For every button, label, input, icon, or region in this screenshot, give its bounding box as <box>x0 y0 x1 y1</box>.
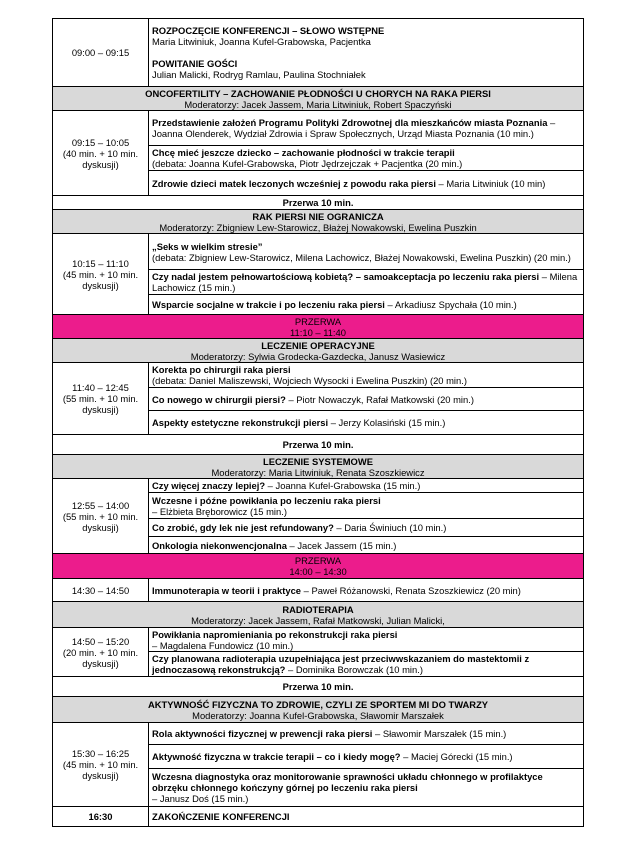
talk-title: Zdrowie dzieci matek leczonych wcześniej z powodu raka piersi <box>152 177 436 189</box>
talk-speakers: – Joanna Kufel-Grabowska (15 min.) <box>265 480 421 491</box>
talk-title: Co zrobić, gdy lek nie jest refundowany? <box>152 522 334 533</box>
section-title: AKTYWNOŚĆ FIZYCZNA TO ZDROWIE, CZYLI ZE SPORTEM MI DO TWARZY <box>147 698 489 710</box>
talk-cell <box>149 479 584 493</box>
session-time-note: (45 min. + 10 min. <box>62 268 139 280</box>
pause-row <box>53 554 584 579</box>
session-time-cell <box>53 363 149 435</box>
section-moderators: Moderatorzy: Maria Litwiniuk, Renata Szoszkiewicz <box>211 466 425 478</box>
talk-speakers: (debata: Zbigniew Lew-Starowicz, Milena Lachowicz, Błażej Nowakowski, Ewelina Puszkin) (20 min.) <box>152 251 571 263</box>
pause-cell <box>53 315 584 339</box>
talk-row <box>53 363 584 388</box>
section-title: RADIOTERAPIA <box>282 603 354 615</box>
opening-spacer <box>152 47 580 58</box>
talk-cell <box>149 745 584 769</box>
opening-row <box>53 19 584 87</box>
talk-speakers: – Magdalena Fundowicz (10 min.) <box>152 639 294 651</box>
pause-cell <box>53 554 584 579</box>
talk-title: Aktywność fizyczna w trakcie terapii – co i kiedy mogę? <box>152 751 401 762</box>
break-row <box>53 435 584 455</box>
session-time-note: dyskusji) <box>82 657 119 669</box>
session-time-note: dyskusji) <box>82 521 119 533</box>
session-time-note: (40 min. + 10 min. <box>62 147 139 159</box>
talk-row <box>53 234 584 270</box>
section-moderators: Moderatorzy: Joanna Kufel-Grabowska, Sławomir Marszałek <box>192 709 444 721</box>
break-label: Przerwa 10 min. <box>53 435 584 455</box>
session-time-note: (55 min. + 10 min. <box>62 393 139 404</box>
section-title: LECZENIE SYSTEMOWE <box>263 455 373 467</box>
section-title: LECZENIE OPERACYJNE <box>261 339 375 351</box>
talk-title: Czy nadal jestem pełnowartościową kobietą? – samoakceptacja po leczeniu raka piersi <box>152 271 540 282</box>
pause-time: 14:00 – 14:30 <box>289 566 347 577</box>
talk-title: Wczesna diagnostyka oraz monitorowanie sprawności układu chłonnego w profilaktyce obrzęku chłonnego kończyny górnej po leczeniu raka piersi <box>152 771 543 793</box>
closing-label: ZAKOŃCZENIE KONFERENCJI <box>149 807 584 827</box>
talk-title: Korekta po chirurgii raka piersi <box>152 364 291 375</box>
talk-row <box>53 628 584 652</box>
talk-title: Wsparcie socjalne w trakcie i po leczeniu raka piersi <box>152 299 385 310</box>
talk-cell <box>149 723 584 745</box>
talk-cell <box>149 652 584 677</box>
break-row <box>53 196 584 210</box>
talk-row <box>53 111 584 146</box>
talk-speakers: – Daria Świniuch (10 min.) <box>333 522 447 533</box>
opening-time: 09:00 – 09:15 <box>53 19 149 87</box>
talk-title: „Seks w wielkim stresie” <box>152 240 263 252</box>
talk-cell <box>149 363 584 388</box>
closing-time: 16:30 <box>53 807 149 827</box>
talk-cell <box>149 295 584 315</box>
section-title: ONCOFERTILITY – ZACHOWANIE PŁODNOŚCI U CHORYCH NA RAKA PIERSI <box>145 87 491 99</box>
section-header-cell <box>53 455 584 479</box>
talk-speakers: – Joanna Olenderek, Wydział Zdrowia i Spraw Społecznych, Urząd Miasta Poznania (10 min.) <box>152 117 556 139</box>
talk-speakers: (debata: Joanna Kufel-Grabowska, Piotr Jędrzejczak + Pacjentka (20 min.) <box>152 158 463 169</box>
talk-speakers: – Arkadiusz Spychała (10 min.) <box>384 299 517 310</box>
talk-cell <box>149 411 584 435</box>
section-header-rak-piersi <box>53 210 584 234</box>
session-time: 09:15 – 10:05 <box>71 136 130 148</box>
welcome-title: POWITANIE GOŚCI <box>152 58 238 69</box>
talk-speakers: – Piotr Nowaczyk, Rafał Matkowski (20 min.) <box>285 393 474 405</box>
session-time: 14:50 – 15:20 <box>71 635 130 647</box>
talk-speakers: – Sławomir Marszałek (15 min.) <box>372 728 507 739</box>
talk-title: Onkologia niekonwencjonalna <box>152 539 287 551</box>
session-time: 10:15 – 11:10 <box>72 257 129 269</box>
talk-cell <box>149 519 584 537</box>
talk-title: Powikłania napromieniania po rekonstrukcji raka piersi <box>152 628 398 640</box>
talk-cell <box>149 769 584 807</box>
talk-row <box>53 579 584 602</box>
break-row <box>53 677 584 697</box>
section-header-cell <box>53 602 584 628</box>
section-moderators: Moderatorzy: Jacek Jassem, Rafał Matkowski, Julian Malicki, <box>191 614 445 626</box>
talk-title: Czy planowana radioterapia uzupełniająca jest przeciwwskazaniem do mastektomii z jednoczasową rekonstrukcją? <box>152 653 530 675</box>
session-time: 15:30 – 16:25 <box>71 748 130 759</box>
talk-title: Czy więcej znaczy lepiej? <box>152 480 266 491</box>
section-header-aktywnosc-fizyczna <box>53 697 584 723</box>
talk-title: Chcę mieć jeszcze dziecko – zachowanie płodności w trakcie terapii <box>152 147 455 158</box>
session-time: 14:30 – 14:50 <box>53 579 149 602</box>
session-time-note: dyskusji) <box>82 158 119 170</box>
talk-cell <box>149 234 584 270</box>
talk-cell <box>149 146 584 171</box>
talk-title: Wczesne i późne powikłania po leczeniu raka piersi <box>152 494 381 506</box>
session-time-cell <box>53 723 149 807</box>
talk-title: Aspekty estetyczne rekonstrukcji piersi <box>152 417 329 428</box>
opening-title: ROZPOCZĘCIE KONFERENCJI – SŁOWO WSTĘPNE <box>152 25 385 36</box>
section-header-radioterapia <box>53 602 584 628</box>
talk-speakers: – Elżbieta Bręborowicz (15 min.) <box>152 505 287 517</box>
opening-people: Maria Litwiniuk, Joanna Kufel-Grabowska, Pacjentka <box>152 36 371 47</box>
session-time-cell <box>53 234 149 315</box>
talk-cell <box>149 270 584 295</box>
session-time: 12:55 – 14:00 <box>71 499 130 511</box>
section-header-leczenie-systemowe <box>53 455 584 479</box>
session-time-cell <box>53 111 149 196</box>
talk-row <box>53 479 584 493</box>
talk-speakers: (debata: Daniel Maliszewski, Wojciech Wysocki i Ewelina Puszkin) (20 min.) <box>152 375 467 386</box>
section-header-cell <box>53 697 584 723</box>
section-header-cell <box>53 210 584 234</box>
session-time-note: (45 min. + 10 min. <box>62 759 139 770</box>
pause-time: 11:10 – 11:40 <box>290 326 346 338</box>
closing-row <box>53 807 584 827</box>
break-label: Przerwa 10 min. <box>53 196 584 210</box>
session-time-note: (20 min. + 10 min. <box>62 646 139 658</box>
pause-label: PRZERWA <box>294 555 342 566</box>
talk-cell <box>149 493 584 519</box>
section-header-cell <box>53 87 584 111</box>
talk-speakers: – Jerzy Kolasiński (15 min.) <box>328 417 446 428</box>
section-title: RAK PIERSI NIE OGRANICZA <box>252 210 384 222</box>
talk-speakers: – Maria Litwiniuk (10 min) <box>435 177 546 189</box>
talk-cell <box>149 388 584 411</box>
session-time-note: dyskusji) <box>82 404 119 415</box>
section-header-cell <box>53 339 584 363</box>
talk-speakers: – Jacek Jassem (15 min.) <box>286 539 397 551</box>
talk-speakers: – Milena Lachowicz (15 min.) <box>152 271 578 293</box>
opening-cell <box>149 19 584 87</box>
session-time: 11:40 – 12:45 <box>72 382 129 393</box>
talk-title: Przedstawienie założeń Programu Polityki Zdrowotnej dla mieszkańców miasta Poznania <box>152 117 548 128</box>
talk-cell <box>149 111 584 146</box>
talk-cell <box>149 537 584 554</box>
program-page <box>52 18 584 827</box>
talk-speakers: – Paweł Różanowski, Renata Szoszkiewicz (20 min) <box>301 584 521 596</box>
conference-program-table <box>52 18 584 827</box>
welcome-people: Julian Malicki, Rodryg Ramlau, Paulina Stochniałek <box>152 69 366 80</box>
pause-label: PRZERWA <box>294 315 342 327</box>
break-label: Przerwa 10 min. <box>53 677 584 697</box>
talk-title: Rola aktywności fizycznej w prewencji raka piersi <box>152 728 373 739</box>
section-moderators: Moderatorzy: Sylwia Grodecka-Gazdecka, Janusz Wasiewicz <box>190 350 446 362</box>
section-header-leczenie-operacyjne <box>53 339 584 363</box>
pause-row <box>53 315 584 339</box>
session-time-cell <box>53 628 149 677</box>
talk-row <box>53 723 584 745</box>
session-time-cell <box>53 479 149 554</box>
session-time-note: dyskusji) <box>82 279 119 291</box>
talk-cell <box>149 628 584 652</box>
talk-speakers: – Janusz Doś (15 min.) <box>152 793 249 804</box>
talk-speakers: – Dominika Borowczak (10 min.) <box>285 664 423 675</box>
talk-cell <box>149 171 584 196</box>
talk-title: Immunoterapia w teorii i praktyce <box>152 584 302 596</box>
talk-cell <box>149 579 584 602</box>
session-time-note: dyskusji) <box>82 770 119 781</box>
talk-title: Co nowego w chirurgii piersi? <box>152 393 286 405</box>
session-time-note: (55 min. + 10 min. <box>62 510 139 522</box>
section-header-oncofertility <box>53 87 584 111</box>
talk-speakers: – Maciej Górecki (15 min.) <box>400 751 513 762</box>
section-moderators: Moderatorzy: Zbigniew Lew-Starowicz, Błażej Nowakowski, Ewelina Puszkin <box>159 221 477 233</box>
section-moderators: Moderatorzy: Jacek Jassem, Maria Litwiniuk, Robert Spaczyński <box>184 98 452 110</box>
